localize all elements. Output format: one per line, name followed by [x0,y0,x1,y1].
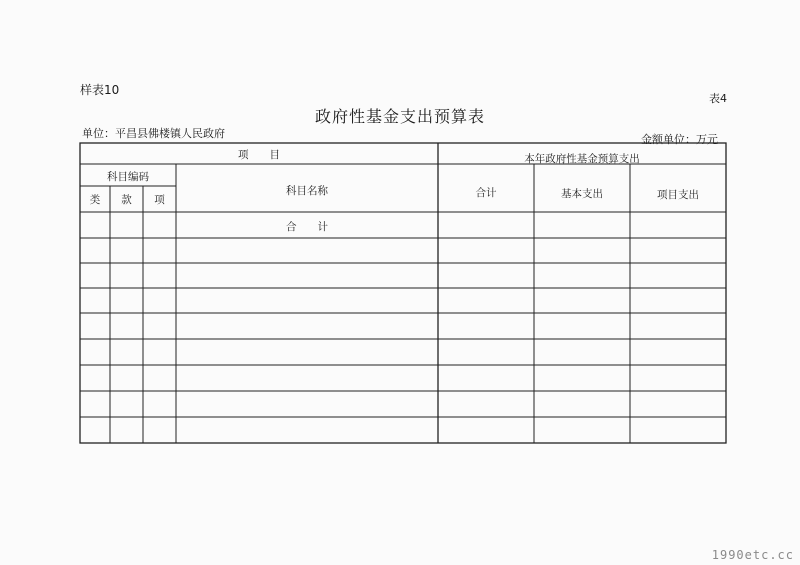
unit-label: 单位：平昌县佛楼镇人民政府 [82,127,225,140]
header-class: 类 [89,194,101,206]
header-subject-code: 科目编码 [107,171,149,183]
header-item: 项 [154,194,165,206]
header-project-expenditure: 项目支出 [657,189,699,201]
header-budget-expenditure: 本年政府性基金预算支出 [524,153,640,165]
total-row-label: 合 计 [286,221,328,233]
amount-unit-label: 金额单位：万元 [641,133,718,146]
header-section: 款 [121,194,132,206]
header-total: 合计 [475,187,497,199]
header-project: 项 目 [238,149,280,161]
sample-number: 样表10 [80,83,120,97]
watermark-text: 1990etc.cc [711,548,794,562]
header-subject-name: 科目名称 [286,185,328,197]
page-title: 政府性基金支出预算表 [314,107,485,126]
header-basic-expenditure: 基本支出 [561,188,603,200]
table-number: 表4 [709,92,727,105]
